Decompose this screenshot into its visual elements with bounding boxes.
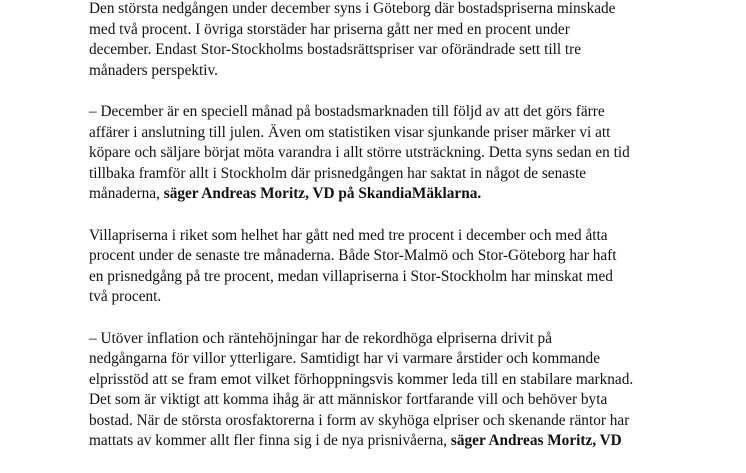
text-line: tillbaka framför allt i Stockholm där prisnedgången har saktat in något de senaste [89,164,586,182]
paragraph-villa-prices [89,226,699,308]
text-line: Den största nedgången under december syns i Göteborg där bostadspriserna minskade [89,0,616,17]
text-line: två procent. [89,288,162,306]
text-line: – December är en speciell månad på bostadsmarknaden till följd av att det görs färre [89,102,605,120]
text-line: Villapriserna i riket som helhet har gått ned med tre procent i december och med åtta [89,226,608,244]
text-line: månaderna, säger Andreas Moritz, VD på SkandiaMäklarna. [89,185,482,203]
paragraph-quote-electricity [89,329,699,453]
paragraph-goteborg-decline [89,0,699,81]
text-line: – Utöver inflation och räntehöjningar har de rekordhöga elpriserna drivit på [89,329,552,347]
text-line: med två procent. I övriga storstäder har priserna gått ner med en procent under [89,20,570,38]
text-line: nedgångarna för villor ytterligare. Samtidigt har vi varmare årstider och kommande [89,350,600,368]
text-line: en prisnedgång på tre procent, medan villapriserna i Stor-Stockholm har minskat med [89,267,613,285]
document-body [89,0,699,473]
text-line: bostad. När de största orosfaktorerna i form av skyhöga elpriser och skenande räntor har [89,411,630,429]
paragraph-quote-december [89,102,699,205]
text-line: december. Endast Stor-Stockholms bostadsrättspriser var oförändrade sett till tre [89,41,582,59]
text-line: månaders perspektiv. [89,61,218,79]
speaker-attribution: säger Andreas Moritz, VD på SkandiaMäklarna. [163,185,482,203]
speaker-attribution: säger Andreas Moritz, VD [450,432,622,450]
text-line: köpare och säljare börjat möta varandra i allt större utsträckning. Detta syns sedan en tid [89,144,630,162]
text-line: procent under de senaste tre månaderna. Både Stor-Malmö och Stor-Göteborg har haft [89,247,617,265]
text-line: mattats av kommer allt fler finna sig i de nya prisnivåerna, säger Andreas Moritz, VD [89,432,622,450]
text-line: elprisstöd att se fram emot vilket förhoppningsvis kommer leda till en stabilare marknad. [89,370,634,388]
text-line: Det som är viktigt att komma ihåg är att människor fortfarande vill och behöver byta [89,391,608,409]
text-line: affärer i anslutning till julen. Även om statistiken visar sjunkande priser märker vi att [89,123,611,141]
